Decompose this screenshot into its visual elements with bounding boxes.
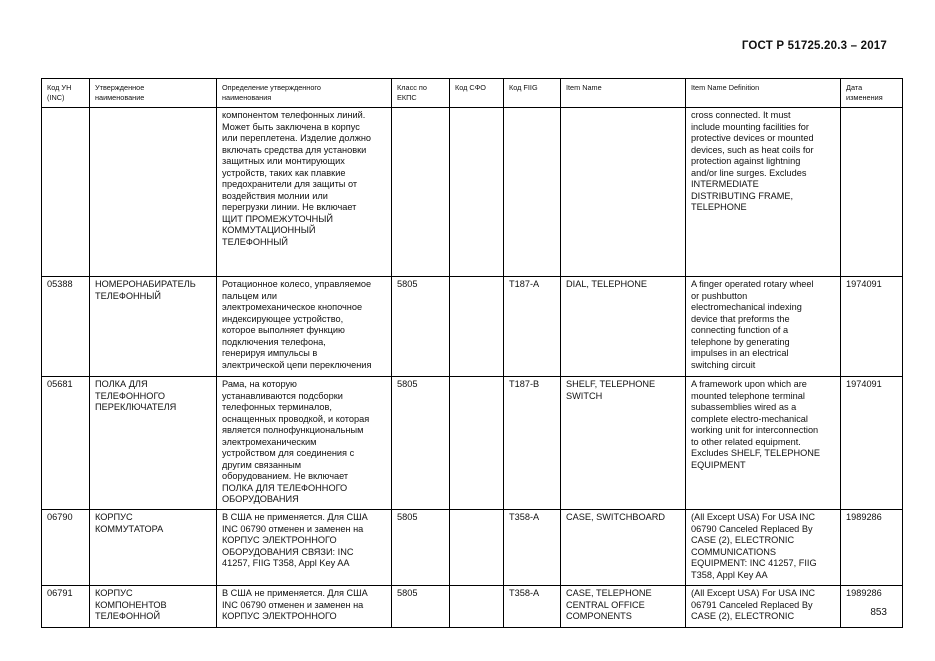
cell-name-ru <box>90 108 217 277</box>
cell-change-date: 1989286 <box>841 510 903 586</box>
cell-fiig-code: T358-A <box>504 510 561 586</box>
cell-item-definition: A framework upon which are mounted telephone terminal subassemblies wired as a complete electro-mechanical working unit for interconnection to other related equipment. Excludes SHELF, TELEPHONE EQUIPMENT <box>686 377 841 510</box>
cell-ekps-class <box>392 108 450 277</box>
cell-ekps-class: 5805 <box>392 377 450 510</box>
cell-name-ru: НОМЕРОНАБИРАТЕЛЬ ТЕЛЕФОННЫЙ <box>90 277 217 377</box>
column-header-name-ru: Утвержденное наименование <box>90 79 217 108</box>
cell-definition-ru: Ротационное колесо, управляемое пальцем или электромеханическое кнопочное индексирующее устройство, которое выполняет функцию подключения телефона, генерируя импульсы в электрической цепи переключения <box>217 277 392 377</box>
cell-sfo-code <box>450 586 504 628</box>
cell-name-ru: ПОЛКА ДЛЯ ТЕЛЕФОННОГО ПЕРЕКЛЮЧАТЕЛЯ <box>90 377 217 510</box>
cell-definition-ru: В США не применяется. Для США INC 06790 отменен и заменен на КОРПУС ЭЛЕКТРОННОГО <box>217 586 392 628</box>
column-header-ekps-class: Класс по ЕКПС <box>392 79 450 108</box>
cell-change-date: 1989286 <box>841 586 903 628</box>
column-header-inc: Код УН (INC) <box>42 79 90 108</box>
cell-item-name: CASE, TELEPHONE CENTRAL OFFICE COMPONENTS <box>561 586 686 628</box>
cell-item-name <box>561 108 686 277</box>
cell-ekps-class: 5805 <box>392 510 450 586</box>
column-header-item-name: Item Name <box>561 79 686 108</box>
cell-inc: 05388 <box>42 277 90 377</box>
table-row <box>42 277 903 377</box>
column-header-fiig-code: Код FIIG <box>504 79 561 108</box>
cell-fiig-code <box>504 108 561 277</box>
cell-item-name: DIAL, TELEPHONE <box>561 277 686 377</box>
cell-ekps-class: 5805 <box>392 586 450 628</box>
table-row <box>42 510 903 586</box>
cell-name-ru: КОРПУС КОММУТАТОРА <box>90 510 217 586</box>
column-header-change-date: Дата изменения <box>841 79 903 108</box>
cell-definition-ru: Рама, на которую устанавливаются подсборки телефонных терминалов, оснащенных проводкой, и которая является полнофункциональным электромеханическим устройством для соединения с другим связанным оборудованием. Не включает ПОЛКА ДЛЯ ТЕЛЕФОННОГО ОБОРУДОВАНИЯ <box>217 377 392 510</box>
table-row <box>42 586 903 628</box>
cell-name-ru: КОРПУС КОМПОНЕНТОВ ТЕЛЕФОННОЙ <box>90 586 217 628</box>
cell-change-date <box>841 108 903 277</box>
cell-sfo-code <box>450 108 504 277</box>
cell-inc: 05681 <box>42 377 90 510</box>
cell-change-date: 1974091 <box>841 277 903 377</box>
cell-item-definition: (All Except USA) For USA INC 06790 Canceled Replaced By CASE (2), ELECTRONIC COMMUNICATIONS EQUIPMENT: INC 41257, FIIG T358, Appl Key AA <box>686 510 841 586</box>
catalog-table <box>41 78 903 628</box>
cell-item-definition: (All Except USA) For USA INC 06791 Canceled Replaced By CASE (2), ELECTRONIC <box>686 586 841 628</box>
cell-fiig-code: T187-A <box>504 277 561 377</box>
table-header-row <box>42 79 903 108</box>
cell-item-name: CASE, SWITCHBOARD <box>561 510 686 586</box>
column-header-item-definition: Item Name Definition <box>686 79 841 108</box>
cell-sfo-code <box>450 277 504 377</box>
column-header-definition-ru: Определение утвержденного наименования <box>217 79 392 108</box>
cell-definition-ru: компонентом телефонных линий. Может быть заключена в корпус или переплетена. Изделие должно включать средства для установки защитных или монтирующих устройств, таких как плавкие предохранители для защиты от воздействия молнии или перегрузки линии. Не включает ЩИТ ПРОМЕЖУТОЧНЫЙ КОММУТАЦИОННЫЙ ТЕЛЕФОННЫЙ <box>217 108 392 277</box>
cell-ekps-class: 5805 <box>392 277 450 377</box>
cell-inc <box>42 108 90 277</box>
document-code: ГОСТ Р 51725.20.3 – 2017 <box>741 40 887 52</box>
cell-change-date: 1974091 <box>841 377 903 510</box>
cell-item-definition: cross connected. It must include mounting facilities for protective devices or mounted devices, such as heat coils for protection against lightning and/or line surges. Excludes INTERMEDIATE DISTRIBUTING FRAME, TELEPHONE <box>686 108 841 277</box>
cell-item-definition: A finger operated rotary wheel or pushbutton electromechanical indexing device that preforms the connecting function of a telephone by generating impulses in an electrical switching circuit <box>686 277 841 377</box>
cell-fiig-code: T187-B <box>504 377 561 510</box>
page-number: 853 <box>870 607 887 618</box>
table-row <box>42 108 903 277</box>
cell-sfo-code <box>450 510 504 586</box>
cell-sfo-code <box>450 377 504 510</box>
cell-definition-ru: В США не применяется. Для США INC 06790 отменен и заменен на КОРПУС ЭЛЕКТРОННОГО ОБОРУДОВАНИЯ СВЯЗИ: INC 41257, FIIG T358, Appl Key AA <box>217 510 392 586</box>
column-header-sfo-code: Код СФО <box>450 79 504 108</box>
cell-fiig-code: T358-A <box>504 586 561 628</box>
cell-inc: 06790 <box>42 510 90 586</box>
table-row <box>42 377 903 510</box>
cell-item-name: SHELF, TELEPHONE SWITCH <box>561 377 686 510</box>
cell-inc: 06791 <box>42 586 90 628</box>
